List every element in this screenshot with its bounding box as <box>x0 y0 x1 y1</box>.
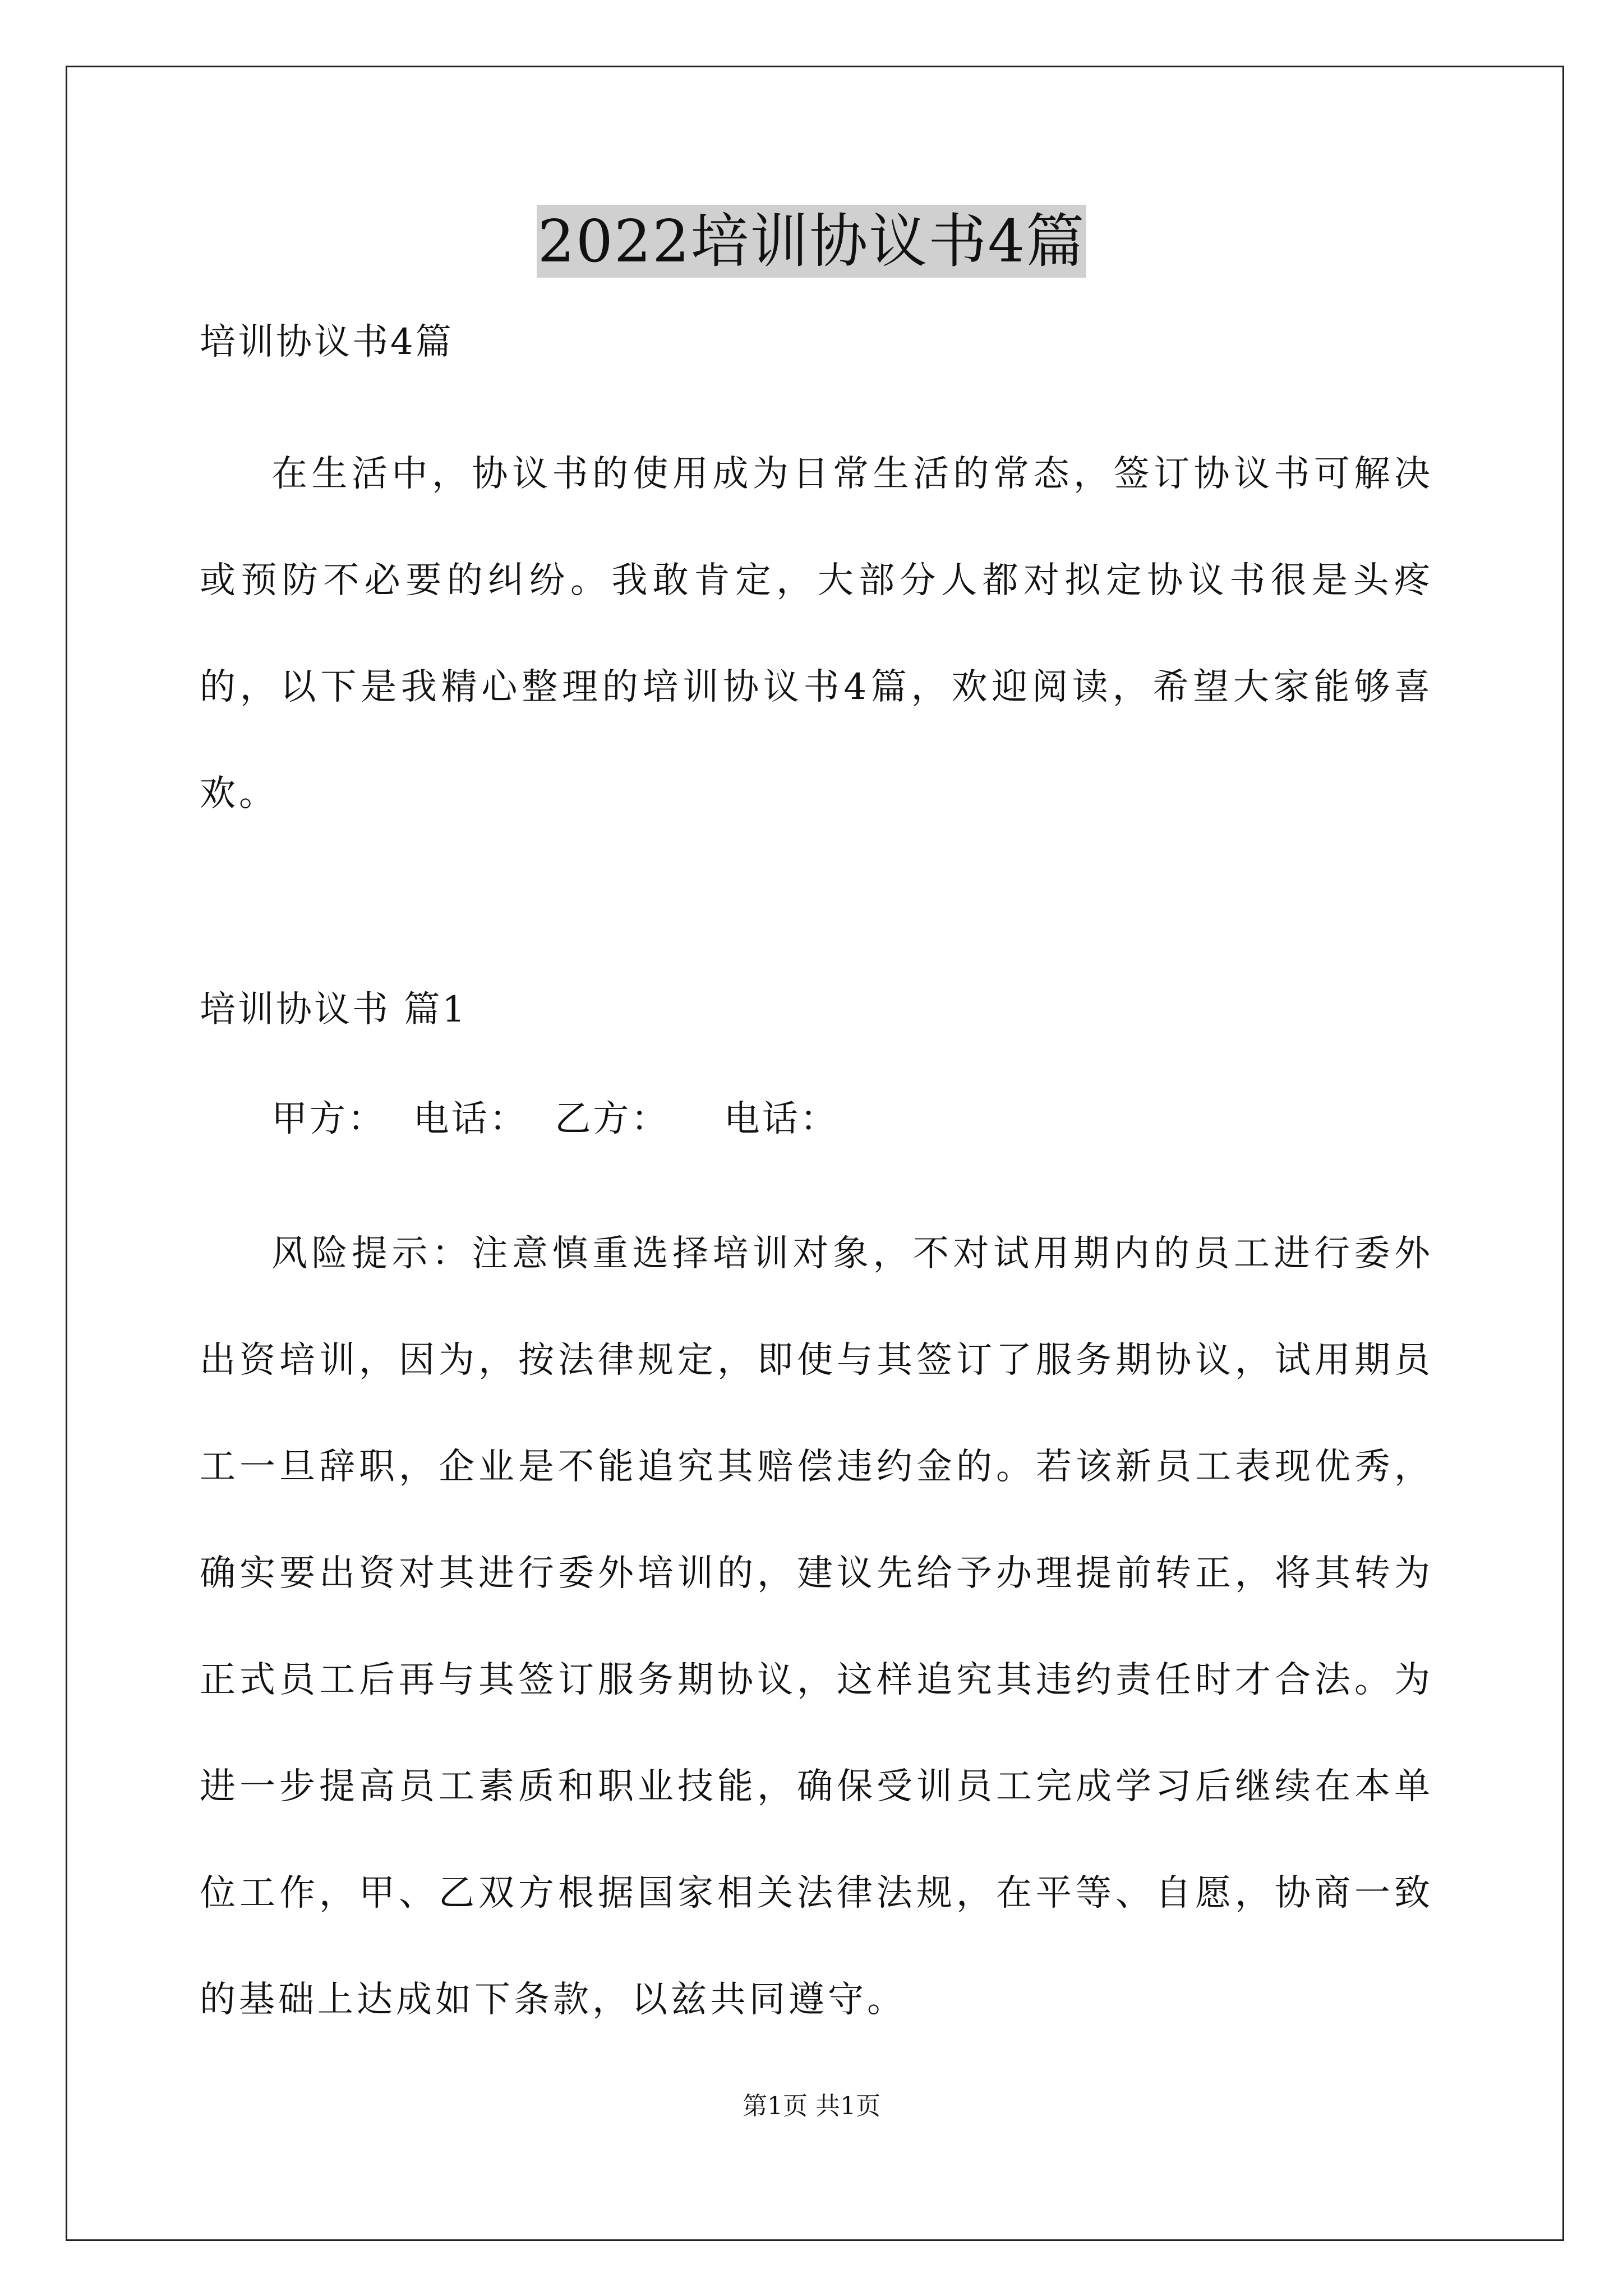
risk-paragraph: 风险提示：注意慎重选择培训对象，不对试用期内的员工进行委外出资培训，因为，按法律规定，即使与其签订了服务期协议，试用期员工一旦辞职，企业是不能追究其赔偿违约金的。若该新员工表现优秀，确实要出资对其进行委外培训的，建议先给予办理提前转正，将其转为正式员工后再与其签订服务期协议，这样追究其违约责任时才合法。为进一步提高员工素质和职业技能，确保受训员工完成学习后继续在本单位工作，甲、乙双方根据国家相关法律法规，在平等、自愿，协商一致的基础上达成如下条款，以兹共同遵守。 <box>200 1233 1433 2021</box>
intro-paragraph: 在生活中，协议书的使用成为日常生活的常态，签订协议书可解决或预防不必要的纠纷。我敢肯定，大部分人都对拟定协议书很是头疼的，以下是我精心整理的培训协议书4篇，欢迎阅读，希望大家能够喜欢。 <box>200 453 1433 815</box>
section-heading: 培训协议书 篇1 <box>200 989 468 1030</box>
title-container <box>0 205 1623 278</box>
document-title: 2022培训协议书4篇 <box>537 205 1087 278</box>
parties-line: 甲方： 电话： 乙方： 电话： <box>271 1098 838 1140</box>
document-body <box>200 314 1433 2053</box>
document-subtitle: 培训协议书4篇 <box>200 321 454 363</box>
page-footer: 第1页 共1页 <box>743 2092 880 2120</box>
